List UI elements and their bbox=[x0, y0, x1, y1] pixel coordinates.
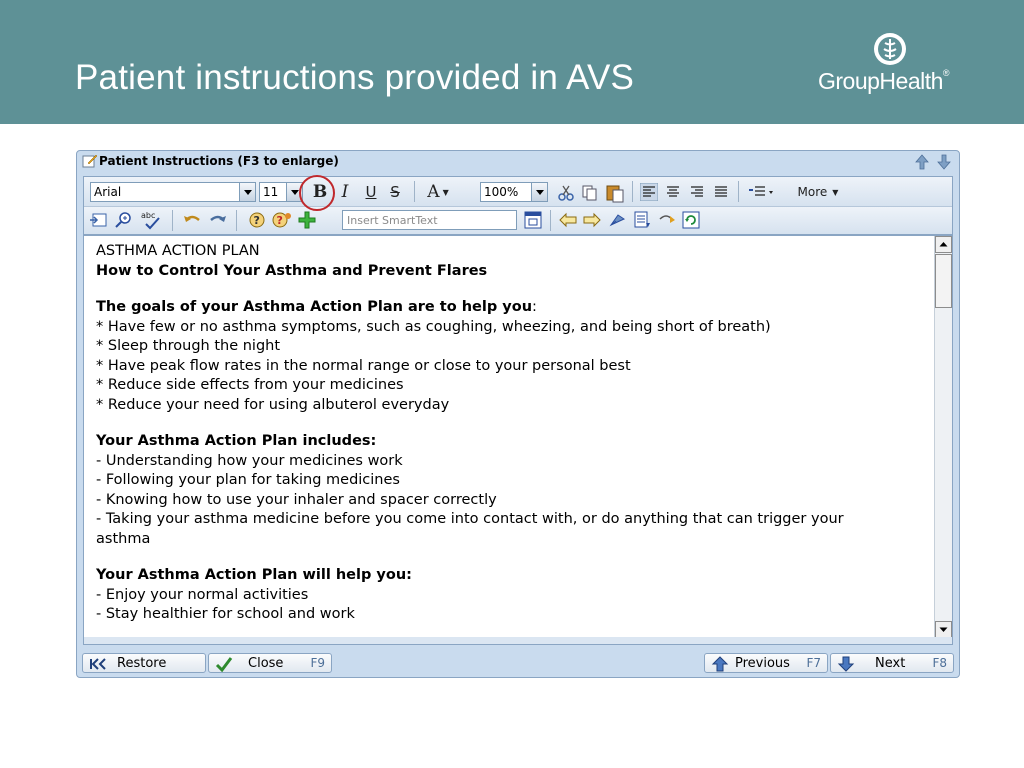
cut-icon[interactable] bbox=[557, 184, 575, 202]
grouphealth-logo: GroupHealth® bbox=[818, 68, 950, 94]
arrow-right-icon[interactable] bbox=[582, 212, 602, 228]
align-right-icon[interactable] bbox=[688, 183, 706, 201]
chevron-down-icon bbox=[239, 183, 255, 201]
spell-check-icon[interactable] bbox=[140, 210, 162, 230]
more-menu-button[interactable]: More ▼ bbox=[797, 185, 839, 199]
scroll-thumb[interactable] bbox=[935, 254, 952, 308]
dialog-title: Patient Instructions (F3 to enlarge) bbox=[99, 154, 339, 168]
font-color-button[interactable]: A ▼ bbox=[427, 182, 449, 202]
document-line: * Reduce side effects from your medicines bbox=[96, 377, 404, 393]
document-line: asthma bbox=[96, 530, 151, 547]
svg-text:?: ? bbox=[276, 214, 283, 227]
chevron-down-icon bbox=[936, 622, 951, 637]
blank-line bbox=[96, 549, 911, 566]
document-line: - Enjoy your normal activities bbox=[96, 586, 309, 603]
insert-text-icon[interactable] bbox=[89, 211, 109, 229]
dialog-titlebar bbox=[77, 151, 959, 173]
paste-icon[interactable] bbox=[605, 183, 625, 203]
slide-header bbox=[0, 0, 1024, 124]
document-list-icon[interactable] bbox=[632, 211, 652, 229]
document-line: * Sleep through the night bbox=[96, 338, 281, 354]
blank-line bbox=[96, 415, 911, 432]
document-content bbox=[96, 242, 911, 625]
move-up-icon[interactable] bbox=[913, 153, 931, 171]
checkmark-icon bbox=[215, 655, 233, 673]
document-line: * Have few or no asthma symptoms, such as coughing, wheezing, and being short of breath) bbox=[96, 318, 771, 335]
move-down-icon[interactable] bbox=[935, 153, 953, 171]
insert-smarttext-input[interactable]: Insert SmartText bbox=[342, 210, 517, 230]
document-line: Your Asthma Action Plan will help you: bbox=[96, 567, 412, 583]
scroll-down-button[interactable] bbox=[935, 621, 952, 637]
align-left-icon[interactable] bbox=[640, 183, 658, 201]
italic-button[interactable]: I bbox=[341, 182, 349, 202]
restore-button[interactable]: Restore bbox=[82, 653, 206, 673]
restore-icon bbox=[89, 658, 109, 670]
document-line: * Have peak flow rates in the normal range or close to your personal best bbox=[96, 357, 631, 374]
chevron-up-icon bbox=[936, 237, 951, 252]
document-line: * Reduce your need for using albuterol everyday bbox=[96, 396, 450, 413]
svg-text:abc: abc bbox=[141, 211, 156, 220]
close-button[interactable]: Close F9 bbox=[208, 653, 332, 673]
align-center-icon[interactable] bbox=[664, 183, 682, 201]
copy-icon[interactable] bbox=[581, 184, 599, 202]
undo-icon[interactable] bbox=[182, 212, 202, 228]
patient-instructions-text-area[interactable] bbox=[84, 235, 952, 637]
svg-text:?: ? bbox=[253, 214, 260, 227]
formatting-toolbar bbox=[84, 177, 952, 207]
help-icon[interactable] bbox=[247, 211, 267, 229]
document-line: - Knowing how to use your inhaler and spacer correctly bbox=[96, 491, 497, 508]
slide-title: Patient instructions provided in AVS bbox=[75, 58, 635, 97]
grouphealth-emblem-icon bbox=[873, 32, 907, 66]
document-line: The goals of your Asthma Action Plan are to help you: bbox=[96, 299, 537, 315]
tools-toolbar bbox=[84, 207, 952, 235]
sign-icon[interactable] bbox=[608, 211, 628, 229]
justify-icon[interactable] bbox=[712, 183, 730, 201]
font-name-select[interactable]: Arial bbox=[90, 182, 256, 202]
redo-icon[interactable] bbox=[208, 212, 228, 228]
chevron-down-icon: ▼ bbox=[832, 187, 839, 197]
document-line: - Following your plan for taking medicines bbox=[96, 472, 400, 488]
dialog-nav-arrows bbox=[913, 153, 953, 176]
arrow-down-icon bbox=[837, 655, 855, 673]
patient-instructions-dialog bbox=[76, 150, 960, 678]
bullet-list-icon[interactable] bbox=[747, 183, 775, 201]
smart-help-icon[interactable] bbox=[271, 211, 293, 229]
bold-button[interactable]: B bbox=[312, 182, 328, 202]
vertical-scrollbar[interactable] bbox=[934, 236, 952, 637]
refresh-icon[interactable] bbox=[682, 211, 700, 229]
document-line: - Stay healthier for school and work bbox=[96, 606, 355, 622]
scroll-up-button[interactable] bbox=[935, 236, 952, 253]
font-size-select[interactable]: 11 bbox=[259, 182, 303, 202]
document-line: Your Asthma Action Plan includes: bbox=[96, 433, 377, 449]
document-line: - Understanding how your medicines work bbox=[96, 452, 403, 469]
arrow-left-icon[interactable] bbox=[558, 212, 578, 228]
underline-button[interactable]: U bbox=[365, 183, 377, 201]
arrow-up-icon bbox=[711, 655, 729, 673]
open-window-icon[interactable] bbox=[524, 211, 542, 229]
add-icon[interactable] bbox=[297, 210, 317, 230]
zoom-select[interactable]: 100% bbox=[480, 182, 548, 202]
chevron-down-icon bbox=[531, 183, 547, 201]
strikethrough-button[interactable]: S bbox=[390, 183, 400, 201]
document-line: ASTHMA ACTION PLAN bbox=[96, 243, 260, 259]
link-icon[interactable] bbox=[658, 211, 678, 229]
edit-note-icon bbox=[82, 154, 98, 168]
previous-button[interactable]: Previous F7 bbox=[704, 653, 828, 673]
next-button[interactable]: Next F8 bbox=[830, 653, 954, 673]
bold-highlight-circle bbox=[299, 175, 335, 211]
zoom-in-icon[interactable] bbox=[114, 211, 134, 229]
document-line: How to Control Your Asthma and Prevent Flares bbox=[96, 262, 488, 279]
document-line: - Taking your asthma medicine before you come into contact with, or do anything that can trigger your bbox=[96, 511, 844, 527]
blank-line bbox=[96, 281, 911, 298]
